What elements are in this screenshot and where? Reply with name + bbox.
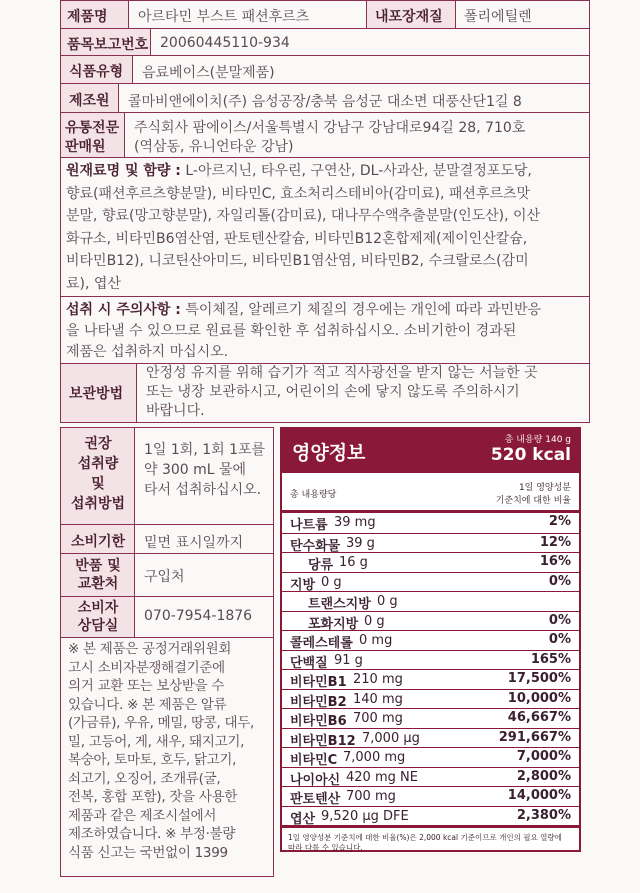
nutrient-amount: 39 g	[346, 535, 375, 551]
nutrient-row	[282, 572, 579, 592]
per-label: 총 내용량당	[290, 490, 337, 500]
nutrient-name: 콜레스테롤	[290, 636, 353, 651]
nutrient-amount: 0 g	[364, 613, 385, 629]
notice-line: 의거 교환 또는 보상받을 수	[68, 678, 225, 694]
nutrient-name: 비타민B6	[290, 714, 347, 729]
return-place: 구입처	[144, 569, 185, 585]
packaging-label-cell	[366, 1, 456, 28]
nutrient-name: 비타민B2	[290, 694, 347, 710]
notice-line: 쇠고기, 오징어, 조개류(굴,	[68, 770, 221, 787]
nutrient-name: 판토텐산	[290, 792, 341, 807]
nutrient-percent: 2,800%	[516, 768, 571, 784]
notice-line: 전복, 홍합 포함), 잣을 사용한	[68, 789, 238, 805]
notice-line: 복숭아, 토마토, 호두, 닭고기,	[68, 752, 237, 768]
ingredients-line: 향료(패션후르츠향분말), 비타민C, 효소처리스테비아(감미료), 패션후르츠맛	[66, 185, 531, 202]
daily-value-label-line: 1일 영양성분	[518, 483, 571, 493]
product-name-label: 제품명	[67, 9, 108, 25]
storage-line: 바랍니다.	[146, 403, 205, 419]
divider	[60, 157, 590, 158]
nutrient-amount: 0 mg	[359, 633, 393, 648]
ingredients-line: 비타민B12), 니코틴산아미드, 비타민B1염산염, 비타민B2, 수크랄로스(감미	[66, 253, 529, 269]
storage-label-cell	[61, 364, 137, 422]
nutrient-percent: 7,000%	[516, 749, 571, 764]
nutrient-row	[282, 591, 579, 611]
packaging-value: 폴리에틸렌	[464, 9, 532, 25]
consult-phone: 070-7954-1876	[144, 608, 253, 624]
nutrient-percent: 0%	[548, 573, 571, 589]
return-label-cell	[61, 554, 135, 596]
intake-label	[61, 434, 135, 514]
nutrient-name: 비타민C	[290, 753, 338, 768]
nutrient-amount: 7,000 mg	[343, 750, 406, 765]
total-amount: 총 내용량 140 g	[504, 435, 571, 445]
intake-line: 타서 섭취하십시오.	[144, 482, 262, 498]
nutrient-row	[282, 630, 579, 650]
return-label-line: 반품 및	[75, 558, 121, 574]
ingredients-line: L-아르지닌, 타우린, 구연산, DL-사과산, 분말결정포도당,	[185, 163, 532, 179]
nutrient-row	[282, 669, 579, 689]
nutrient-percent: 0%	[548, 612, 571, 628]
report-no-label: 품목보고번호	[67, 37, 149, 53]
nutrient-percent: 291,667%	[498, 729, 571, 745]
nutrient-row	[282, 552, 579, 572]
notice-line: 식품 신고는 국번없이 1399	[68, 844, 228, 861]
nutrient-amount: 0 g	[321, 574, 342, 590]
nutrient-row	[282, 650, 579, 670]
nutrient-row	[282, 689, 579, 709]
nutrition-footnote	[282, 825, 579, 852]
divider	[60, 296, 590, 297]
intake-line: 1일 1회, 1회 1포를	[144, 442, 266, 458]
notice-line: (가금류), 우유, 메밀, 땅콩, 대두,	[68, 715, 255, 731]
nutrient-name: 당류	[308, 558, 334, 573]
nutrient-percent: 0%	[548, 632, 571, 647]
consult-label	[61, 599, 135, 635]
nutrient-name: 포화지방	[308, 616, 359, 632]
caution	[66, 300, 586, 363]
notice-line: 밀, 고등어, 게, 새우, 돼지고기,	[68, 733, 245, 750]
consult-label-line: 소비자	[77, 600, 119, 616]
caution-label: 섭취 시 주의사항 :	[66, 302, 181, 318]
nutrition-facts	[280, 427, 581, 852]
storage-line: 안정성 유지를 위해 습기가 적고 직사광선을 받지 않는 서늘한 곳	[146, 365, 538, 381]
product-name-label-cell	[61, 1, 129, 28]
nutrient-amount: 9,520 μg DFE	[321, 808, 409, 824]
nutrition-title: 영양정보	[292, 442, 366, 464]
intake-text	[144, 440, 265, 500]
nutrient-percent: 165%	[530, 651, 571, 667]
ingredients	[66, 160, 586, 295]
food-type-label: 식품유형	[69, 64, 124, 80]
nutrition-subheader	[282, 473, 579, 513]
notice-line: 제품과 같은 제조시설에서	[68, 807, 217, 824]
nutrient-amount: 39 mg	[334, 515, 376, 530]
nutrient-name: 비타민B12	[290, 733, 356, 749]
manufacturer-label-cell	[61, 84, 119, 112]
divider	[60, 55, 590, 56]
storage-line: 또는 냉장 보관하시고, 어린이의 손에 닿지 않도록 주의하시기	[146, 384, 520, 400]
caution-line: 특이체질, 알레르기 체질의 경우에는 개인에 따라 과민반응	[185, 302, 542, 318]
intake-label-line: 및	[91, 476, 105, 492]
nutrient-name: 비타민B1	[290, 675, 347, 690]
nutrient-percent: 17,500%	[507, 671, 571, 686]
caution-line: 제품은 섭취하지 마십시오.	[66, 344, 229, 360]
notice-line: 고시 소비자분쟁해결기준에	[68, 659, 225, 676]
expiry-label-cell	[61, 525, 135, 553]
food-type-label-cell	[61, 56, 133, 83]
total-kcal: 520 kcal	[490, 445, 571, 465]
nutrient-percent: 2,380%	[516, 807, 571, 823]
seller-address-line2: (역삼동, 유니언타운 강남)	[134, 139, 294, 155]
report-no-label-cell	[61, 29, 151, 55]
nutrient-amount: 91 g	[334, 652, 363, 668]
caution-line: 을 나타낼 수 있으므로 원료를 확인한 후 섭취하십시오. 소비기한이 경과된	[66, 323, 517, 339]
notice-line: 있습니다. ※ 본 제품은 알류	[68, 696, 227, 713]
manufacturer-label: 제조원	[69, 93, 110, 109]
nutrient-amount: 700 mg	[353, 711, 403, 726]
nutrient-percent: 10,000%	[507, 690, 571, 706]
nutrient-percent: 2%	[548, 514, 571, 529]
nutrient-amount: 700 mg	[346, 789, 396, 804]
divider	[60, 112, 590, 113]
intake-label-line: 권장	[84, 436, 112, 452]
notice	[68, 640, 272, 862]
packaging-label: 내포장재질	[375, 9, 443, 25]
nutrient-amount: 16 g	[339, 555, 368, 570]
report-no: 20060445110-934	[160, 35, 290, 51]
nutrient-row	[282, 767, 579, 787]
nutrient-row	[282, 747, 579, 767]
intake-label-line: 섭취방법	[70, 496, 126, 512]
nutrient-amount: 420 mg NE	[346, 769, 418, 785]
nutrient-name: 나이아신	[290, 772, 341, 788]
return-label	[61, 557, 135, 593]
nutrient-name: 단백질	[290, 655, 328, 671]
nutrient-percent: 46,667%	[507, 710, 571, 725]
ingredients-label: 원재료명 및 함량 :	[66, 163, 181, 179]
nutrient-percent: 12%	[539, 534, 571, 550]
product-name: 아르타민 부스트 패션후르츠	[138, 9, 310, 25]
expiry-label: 소비기한	[70, 534, 126, 550]
nutrient-percent: 16%	[539, 554, 571, 569]
nutrient-name: 나트륨	[290, 518, 328, 533]
nutrient-amount: 210 mg	[353, 672, 403, 687]
nutrient-row	[282, 728, 579, 748]
intake-line: 약 300 mL 물에	[144, 462, 247, 478]
notice-line: ※ 본 제품은 공정거래위원회	[68, 641, 232, 657]
storage-text	[146, 364, 586, 421]
nutrient-amount: 7,000 μg	[362, 730, 420, 746]
consult-label-line: 상담실	[77, 618, 119, 634]
food-type: 음료베이스(분말제품)	[142, 65, 275, 81]
nutrient-amount: 140 mg	[353, 691, 403, 707]
nutrient-name: 트랜스지방	[308, 597, 371, 612]
daily-value-label	[496, 480, 571, 506]
expiry-value: 밑면 표시일까지	[144, 535, 244, 551]
nutrient-name: 탄수화물	[290, 538, 341, 554]
daily-value-label-line: 기준치에 대한 비율	[495, 496, 571, 506]
seller-label-cell	[61, 113, 125, 157]
divider	[60, 637, 274, 638]
nutrient-row	[282, 806, 579, 826]
nutrient-row	[282, 786, 579, 806]
nutrient-row	[282, 533, 579, 553]
seller-label-line1: 유통전문	[65, 120, 120, 136]
nutrient-name: 엽산	[290, 811, 316, 827]
nutrient-row	[282, 708, 579, 728]
intake-label-line: 섭취량	[77, 456, 119, 472]
intake-label-cell	[61, 428, 135, 524]
storage-label: 보관방법	[69, 386, 124, 402]
return-label-line: 교환처	[77, 576, 119, 592]
nutrient-name: 지방	[290, 577, 316, 593]
consult-label-cell	[61, 597, 135, 637]
seller-address-line1: 주식회사 팜에이스/서울특별시 강남구 강남대로94길 28, 710호	[134, 120, 526, 136]
manufacturer: 콜마비앤에이치(주) 음성공장/충북 음성군 대소면 대풍산단1길 8	[128, 94, 522, 110]
nutrient-percent: 14,000%	[507, 788, 571, 803]
ingredients-line: 료), 엽산	[66, 275, 121, 292]
notice-line: 제조하였습니다. ※ 부정·불량	[68, 826, 236, 842]
divider	[60, 83, 590, 84]
nutrient-amount: 0 g	[377, 594, 398, 609]
seller-label-line2: 판매원	[65, 139, 106, 155]
nutrition-header	[282, 429, 579, 473]
ingredients-line: 화규소, 비타민B6염산염, 판토텐산칼슘, 비타민B12혼합제제(제이인산칼슘,	[66, 230, 528, 247]
footnote-line: 따라 다를 수 있습니다.	[288, 843, 363, 852]
ingredients-line: 분말, 향료(망고향분말), 자일리톨(감미료), 대나무수액추출분말(인도산), 이산	[66, 208, 541, 224]
footnote-line: 1일 영양성분 기준치에 대한 비율(%)은 2,000 kcal 기준이므로 개인의 필요 열량에	[288, 833, 562, 842]
nutrient-row	[282, 513, 579, 533]
nutrient-row	[282, 611, 579, 631]
